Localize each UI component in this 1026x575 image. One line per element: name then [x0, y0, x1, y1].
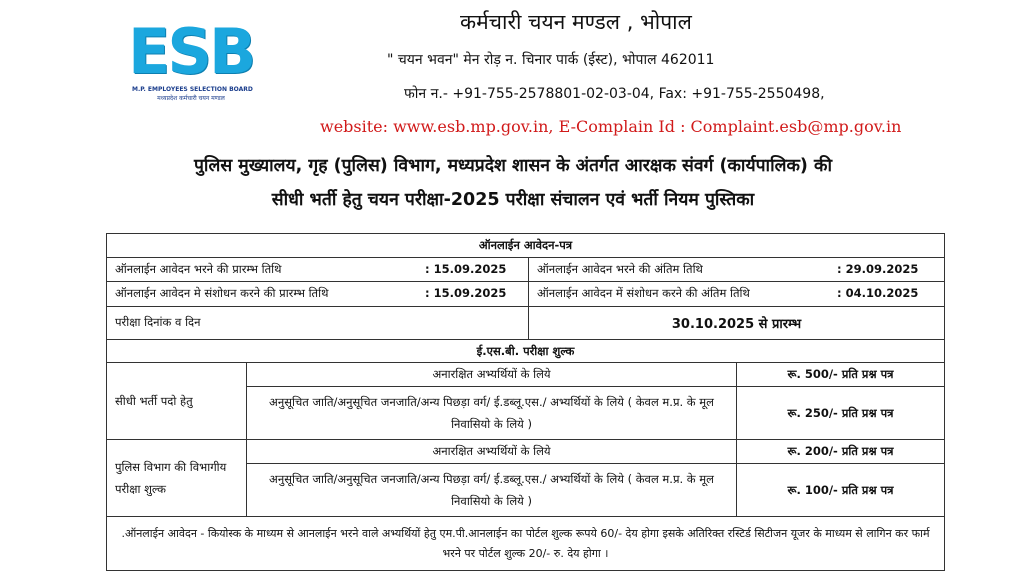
start-label: ऑनलाईन आवेदन भरने की प्रारम्भ तिथि [115, 261, 282, 276]
end-label: ऑनलाईन आवेदन भरने की अंतिम तिथि [537, 261, 703, 276]
corr-end-date: : 04.10.2025 [837, 286, 919, 301]
org-phone: फोन न.- +91-755-2578801-02-03-04, Fax: +91-755-2550498, [404, 86, 825, 102]
fee-200: रू. 200/- प्रति प्रश्न पत्र [737, 440, 945, 464]
corr-start-date: : 15.09.2025 [425, 286, 507, 301]
doc-title-line1: पुलिस मुख्यालय, गृह (पुलिस) विभाग, मध्यप्रदेश शासन के अंतर्गत आरक्षक संवर्ग (कार्यपालिक) की [193, 156, 832, 176]
section-exam-fee: ई.एस.बी. परीक्षा शुल्क [107, 339, 945, 363]
corr-start-cell [107, 282, 529, 307]
departmental-exam-label: पुलिस विभाग की विभागीय परीक्षा शुल्क [107, 440, 247, 517]
doc-title-line2: सीधी भर्ती हेतु चयन परीक्षा-2025 परीक्षा संचालन एवं भर्ती नियम पुस्तिका [271, 190, 755, 210]
logo-subtitle-en: M.P. EMPLOYEES SELECTION BOARD [132, 86, 253, 93]
portal-fee-note: .ऑनलाईन आवेदन - कियोस्क के माध्यम से आनलाईन भरने वाले अभ्यर्थियों हेतु एम.पी.आनलाईन का पोर्टल शुल्क रूपये 60/- देय होगा इसके अतिरिक्त रस्टिर्ड सिटीजन यूजर के माध्यम से लागिन कर फार्म भरने पर पोर्टल शुल्क 20/- रु. देय होगा । [107, 517, 945, 571]
esb-logo [128, 15, 254, 102]
unreserved-label-1: अनारक्षित अभ्यर्थियों के लिये [247, 363, 737, 387]
fee-250: रू. 250/- प्रति प्रश्न पत्र [737, 386, 945, 439]
direct-recruitment-label: सीधी भर्ती पदो हेतु [107, 363, 247, 440]
exam-date: 30.10.2025 से प्रारम्भ [529, 306, 945, 339]
unreserved-label-2: अनारक्षित अभ्यर्थियों के लिये [247, 440, 737, 464]
org-name: कर्मचारी चयन मण्डल , भोपाल [460, 10, 692, 34]
corr-end-label: ऑनलाईन आवेदन में संशोधन करने की अंतिम तिथि [537, 286, 750, 301]
logo-text: ESB [128, 15, 254, 88]
org-website[interactable]: website: www.esb.mp.gov.in, E-Complain Id : Complaint.esb@mp.gov.in [320, 117, 902, 136]
corr-end-cell [529, 282, 945, 307]
exam-date-label: परीक्षा दिनांक व दिन [107, 306, 529, 339]
logo-subtitle-hi: मध्यप्रदेश कर्मचारी चयन मण्डल [157, 95, 225, 102]
corr-start-label: ऑनलाईन आवेदन मे संशोधन करने की प्रारम्भ तिथि [115, 286, 329, 301]
fee-100: रू. 100/- प्रति प्रश्न पत्र [737, 463, 945, 516]
section-online-application: ऑनलाईन आवेदन-पत्र [107, 234, 945, 258]
reserved-label-2: अनुसूचित जाति/अनुसूचित जनजाति/अन्य पिछड़ा वर्ग/ ई.डब्लू.एस./ अभ्यर्थियों के लिये ( केवल म.प्र. के मूल निवासियो के लिये ) [247, 463, 737, 516]
org-address: " चयन भवन" मेन रोड़ न. चिनार पार्क (ईस्ट), भोपाल 462011 [387, 52, 715, 68]
start-date-cell [107, 257, 529, 282]
end-date-cell [529, 257, 945, 282]
reserved-label-1: अनुसूचित जाति/अनुसूचित जनजाति/अन्य पिछड़ा वर्ग/ ई.डब्लू.एस./ अभ्यर्थियों के लिये ( केवल म.प्र. के मूल निवासियो के लिये ) [247, 386, 737, 439]
start-date: : 15.09.2025 [425, 261, 507, 276]
fee-500: रू. 500/- प्रति प्रश्न पत्र [737, 363, 945, 387]
schedule-table [106, 233, 945, 571]
end-date: : 29.09.2025 [837, 261, 919, 276]
